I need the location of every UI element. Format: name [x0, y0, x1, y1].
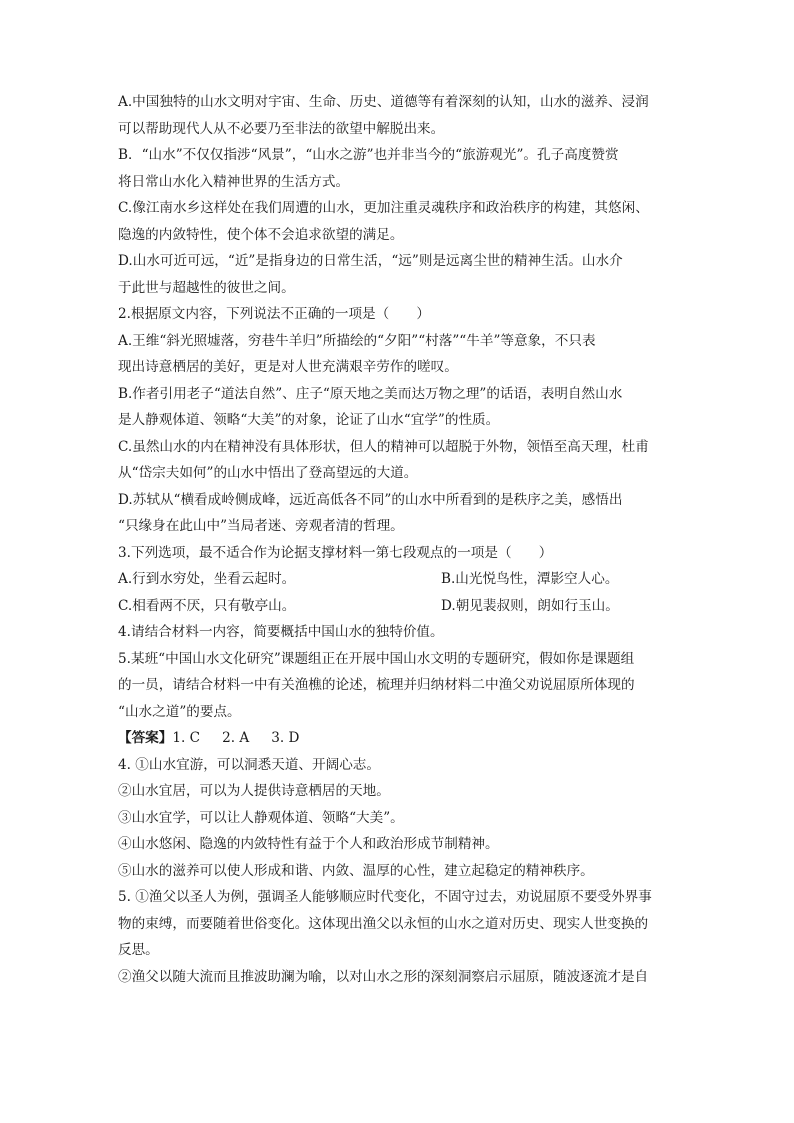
question-4-stem: 4.请结合材料一内容，简要概括中国山水的独特价值。	[118, 624, 444, 640]
question-stem: 2.根据原文内容，下列说法不正确的一项是（ ）	[118, 306, 431, 322]
text-line: “只缘身在此山中”当局者迷、旁观者清的哲理。	[118, 518, 404, 534]
question-5	[118, 646, 678, 726]
q1-options	[118, 89, 678, 301]
document-page	[118, 89, 678, 990]
text-line: ④山水悠闲、隐逸的内敛特性有益于个人和政治形成节制精神。	[118, 836, 499, 852]
question-3	[118, 540, 678, 620]
q3-option-c: C.相看两不厌，只有敬亭山。	[118, 597, 296, 614]
text-line: 可以帮助现代人从不必要乃至非法的欲望中解脱出来。	[118, 120, 445, 137]
text-line: 反思。	[118, 942, 159, 958]
text-line: 现出诗意栖居的美好，更是对人世充满艰辛劳作的嗟叹。	[118, 359, 458, 375]
q1-option-d	[118, 248, 678, 301]
text-line: D.山水可近可远，“近”是指身边的日常生活，“远”则是远离尘世的精神生活。山水介	[118, 253, 623, 269]
answer-4	[118, 752, 678, 885]
answer-label: 【答案】	[118, 730, 173, 746]
q1-option-b	[118, 142, 678, 195]
q3-options-row	[118, 566, 678, 593]
text-line: A.王维“斜光照墟落，穷巷牛羊归”所描绘的“夕阳”“村落”“牛羊”等意象，不只表	[118, 332, 596, 349]
text-line: A.中国独特的山水文明对宇宙、生命、历史、道德等有着深刻的认知，山水的滋养、浸润	[118, 94, 649, 110]
text-line: D.苏轼从“横看成岭侧成峰，远近高低各不同”的山水中所看到的是秩序之美，感悟出	[118, 491, 623, 508]
q2-option-a	[118, 328, 678, 381]
text-line: 物的束缚，而要随着世俗变化。这体现出渔父以永恒的山水之道对历史、现实人世变换的	[118, 915, 649, 932]
q3-option-d: D.朝见裴叔则，朗如行玉山。	[441, 597, 619, 614]
answer-3: 3. D	[271, 730, 300, 746]
answer-1: 1. C	[172, 730, 201, 746]
text-line: 5.某班“中国山水文化研究”课题组正在开展中国山水文明的专题研究，假如你是课题组	[118, 650, 635, 667]
text-line: C.像江南水乡这样处在我们周遭的山水，更加注重灵魂秩序和政治秩序的构建，其悠闲、	[118, 200, 649, 216]
answer-key	[118, 725, 678, 752]
q1-option-a	[118, 89, 678, 142]
text-line: 将日常山水化入精神世界的生活方式。	[118, 173, 350, 190]
q2-option-c	[118, 434, 678, 487]
text-line: 的一员，请结合材料一中有关渔樵的论述，梳理并归纳材料二中渔父劝说屈原所体现的	[118, 677, 635, 693]
text-line: 隐逸的内敛特性，使个体不会追求欲望的满足。	[118, 226, 404, 243]
text-line: 是人静观体道、领略“大美”的对象，论证了山水“宜学”的性质。	[118, 412, 500, 428]
question-stem: 3.下列选项，最不适合作为论据支撑材料一第七段观点的一项是（ ）	[118, 544, 553, 561]
text-line: B．“山水”不仅仅指涉“风景”，“山水之游”也并非当今的“旅游观光”。孔子高度赞赏	[118, 147, 619, 163]
question-2	[118, 301, 678, 540]
text-line: 4. ①山水宜游，可以洞悉天道、开阔心志。	[118, 756, 380, 773]
text-line: ②山水宜居，可以为人提供诗意栖居的天地。	[118, 783, 390, 799]
text-line: 从“岱宗夫如何”的山水中悟出了登高望远的大道。	[118, 465, 418, 481]
answer-5	[118, 884, 678, 990]
text-line: ⑤山水的滋养可以使人形成和谐、内敛、温厚的心性，建立起稳定的精神秩序。	[118, 862, 594, 879]
q3-option-b: B.山光悦鸟性，潭影空人心。	[441, 571, 619, 587]
q3-option-a: A.行到水穷处，坐看云起时。	[118, 571, 296, 587]
q2-option-b	[118, 381, 678, 434]
q2-option-d	[118, 487, 678, 540]
text-line: C.虽然山水的内在精神没有具体形状，但人的精神可以超脱于外物，领悟至高天理，杜甫	[118, 438, 649, 455]
text-line: B.作者引用老子“道法自然”、庄子“原天地之美而达万物之理”的话语，表明自然山水	[118, 385, 623, 402]
text-line: ②渔父以随大流而且推波助澜为喻，以对山水之形的深刻洞察启示屈原，随波逐流才是自	[118, 968, 649, 985]
text-line: 5. ①渔父以圣人为例，强调圣人能够顺应时代变化，不固守过去，劝说屈原不要受外界事	[118, 889, 652, 905]
q1-option-c	[118, 195, 678, 248]
q3-options-row	[118, 593, 678, 620]
text-line: ③山水宜学，可以让人静观体道、领略“大美”。	[118, 809, 404, 826]
text-line: 于此世与超越性的彼世之间。	[118, 279, 295, 296]
text-line: “山水之道”的要点。	[118, 703, 241, 720]
answer-2: 2. A	[222, 730, 250, 746]
